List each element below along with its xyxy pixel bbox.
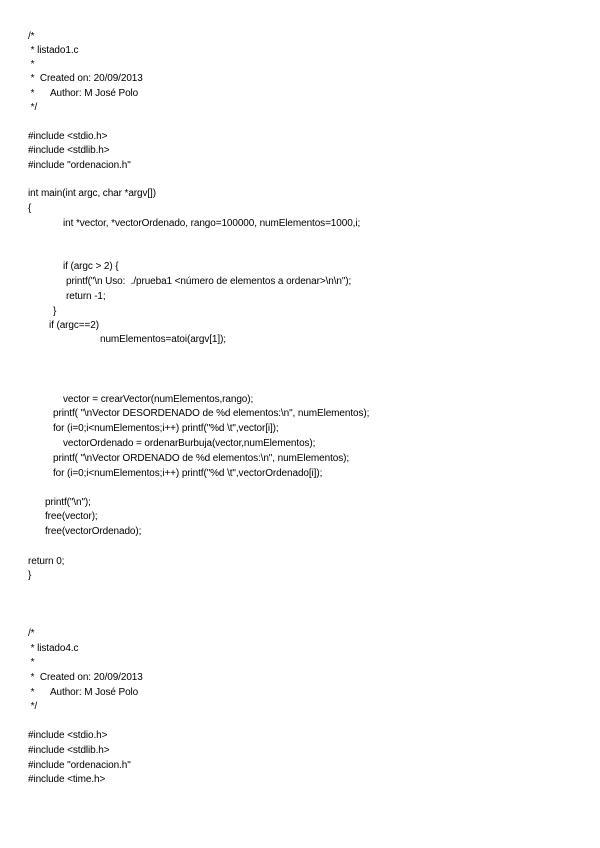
- code-line: /*: [28, 31, 35, 42]
- code-line: numElementos=atoi(argv[1]);: [100, 334, 226, 345]
- code-line: {: [28, 203, 32, 214]
- code-line: *: [28, 59, 35, 70]
- code-line: #include <stdlib.h>: [28, 745, 110, 756]
- code-line: int main(int argc, char *argv[]): [28, 188, 156, 199]
- code-line: for (i=0;i<numElementos;i++) printf("%d \t",vector[i]);: [53, 423, 279, 434]
- code-line: #include "ordenacion.h": [28, 160, 131, 171]
- code-line: int *vector, *vectorOrdenado, rango=100000, numElementos=1000,i;: [63, 218, 361, 229]
- code-line: vector = crearVector(numElementos,rango);: [63, 394, 254, 405]
- code-line: free(vectorOrdenado);: [45, 526, 142, 537]
- code-line: return 0;: [28, 556, 65, 567]
- code-line: if (argc==2): [49, 320, 99, 331]
- code-line: }: [28, 570, 32, 581]
- code-line: #include "ordenacion.h": [28, 760, 131, 771]
- code-line: if (argc > 2) {: [63, 261, 119, 272]
- code-line: #include <time.h>: [28, 774, 106, 785]
- code-line: * Created on: 20/09/2013: [28, 672, 143, 683]
- code-line: return -1;: [66, 291, 106, 302]
- code-line: * Created on: 20/09/2013: [28, 73, 143, 84]
- code-line: */: [28, 701, 38, 712]
- code-line: /*: [28, 628, 35, 639]
- code-line: printf("\n");: [45, 497, 91, 508]
- code-line: * Author: M José Polo: [28, 687, 139, 698]
- code-line: #include <stdlib.h>: [28, 145, 110, 156]
- code-line: vectorOrdenado = ordenarBurbuja(vector,numElementos);: [63, 438, 316, 449]
- code-line: printf( "\nVector ORDENADO de %d elementos:\n", numElementos);: [53, 453, 350, 464]
- code-line: * listado1.c: [28, 45, 79, 56]
- code-line: #include <stdio.h>: [28, 730, 108, 741]
- code-line: *: [28, 657, 35, 668]
- code-line: printf("\n Uso: ./prueba1 <número de elementos a ordenar>\n\n");: [66, 276, 352, 287]
- code-line: printf( "\nVector DESORDENADO de %d elementos:\n", numElementos);: [53, 408, 370, 419]
- code-line: for (i=0;i<numElementos;i++) printf("%d \t",vectorOrdenado[i]);: [53, 468, 323, 479]
- code-line: }: [53, 306, 57, 317]
- code-line: * Author: M José Polo: [28, 88, 139, 99]
- code-line: free(vector);: [45, 511, 98, 522]
- code-line: * listado4.c: [28, 643, 79, 654]
- code-line: #include <stdio.h>: [28, 131, 108, 142]
- code-line: */: [28, 102, 38, 113]
